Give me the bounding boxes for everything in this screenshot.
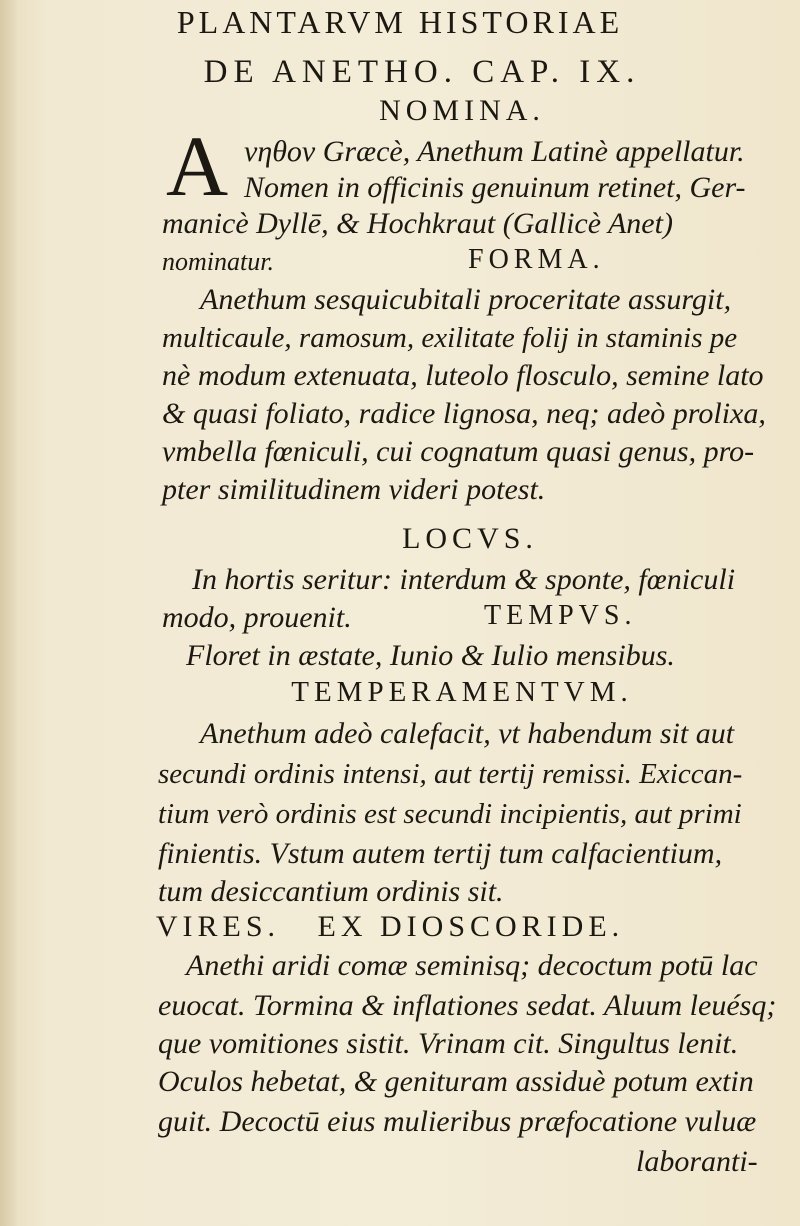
text-line: guit. Decoctū eius mulieribus præfocatione vuluæ <box>158 1105 757 1138</box>
running-head: PLANTARVM HISTORIAE <box>176 4 624 40</box>
text-line: vmbella fœniculi, cui cognatum quasi genus, pro- <box>162 435 755 468</box>
section-heading-tempus: TEMPVS. <box>484 600 637 631</box>
text-line: Anethum adeò calefacit, vt habendum sit aut <box>200 717 735 750</box>
text-line: tum desiccantium ordinis sit. <box>158 875 504 908</box>
text-line: Oculos hebetat, & genituram assiduè potum extin <box>158 1065 754 1098</box>
section-heading-forma: FORMA. <box>468 244 605 275</box>
section-heading-locus: LOCVS. <box>402 522 538 555</box>
text-line: Anethi aridi comæ seminisq; decoctum potū lac <box>186 949 758 982</box>
text-line: que vomitiones sistit. Vrinam cit. Singultus lenit. <box>158 1027 739 1060</box>
text-line: & quasi foliato, radice lignosa, neq; adeò prolixa, <box>162 397 766 430</box>
text-line: νηθον Græcè, Anethum Latinè appellatur. <box>244 135 745 168</box>
text-line: Nomen in officinis genuinum retinet, Ger- <box>244 171 746 204</box>
section-heading-nomina: NOMINA. <box>379 94 545 127</box>
catchword: laboranti- <box>636 1145 758 1178</box>
text-line: In hortis seritur: interdum & sponte, fœniculi <box>192 563 736 596</box>
drop-capital: A <box>166 118 229 214</box>
text-line: Anethum sesquicubitali proceritate assurgit, <box>200 283 732 316</box>
text-line: tium verò ordinis est secundi incipientis, aut primi <box>158 798 742 830</box>
text-line: nominatur. <box>162 247 274 276</box>
text-line: euocat. Tormina & inflationes sedat. Aluum leuésq; <box>158 989 777 1022</box>
page-gutter-shadow <box>0 0 18 1226</box>
text-line: modo, prouenit. <box>162 601 352 634</box>
text-line: Floret in æstate, Iunio & Iulio mensibus. <box>186 639 675 672</box>
chapter-title: DE ANETHO. CAP. IX. <box>203 54 641 90</box>
text-line: finientis. Vstum autem tertij tum calfacientium, <box>158 837 723 870</box>
text-line: nè modum extenuata, luteolo flosculo, semine lato <box>162 359 764 392</box>
section-heading-temperamentum: TEMPERAMENTVM. <box>291 676 633 708</box>
text-line: pter similitudinem videri potest. <box>162 473 546 506</box>
text-line: manicè Dyllē, & Hochkraut (Gallicè Anet) <box>162 207 673 240</box>
section-heading-vires: VIRES. EX DIOSCORIDE. <box>155 910 625 943</box>
text-line: secundi ordinis intensi, aut tertij remissi. Exiccan- <box>158 758 743 790</box>
text-line: multicaule, ramosum, exilitate folij in staminis pe <box>162 322 738 354</box>
